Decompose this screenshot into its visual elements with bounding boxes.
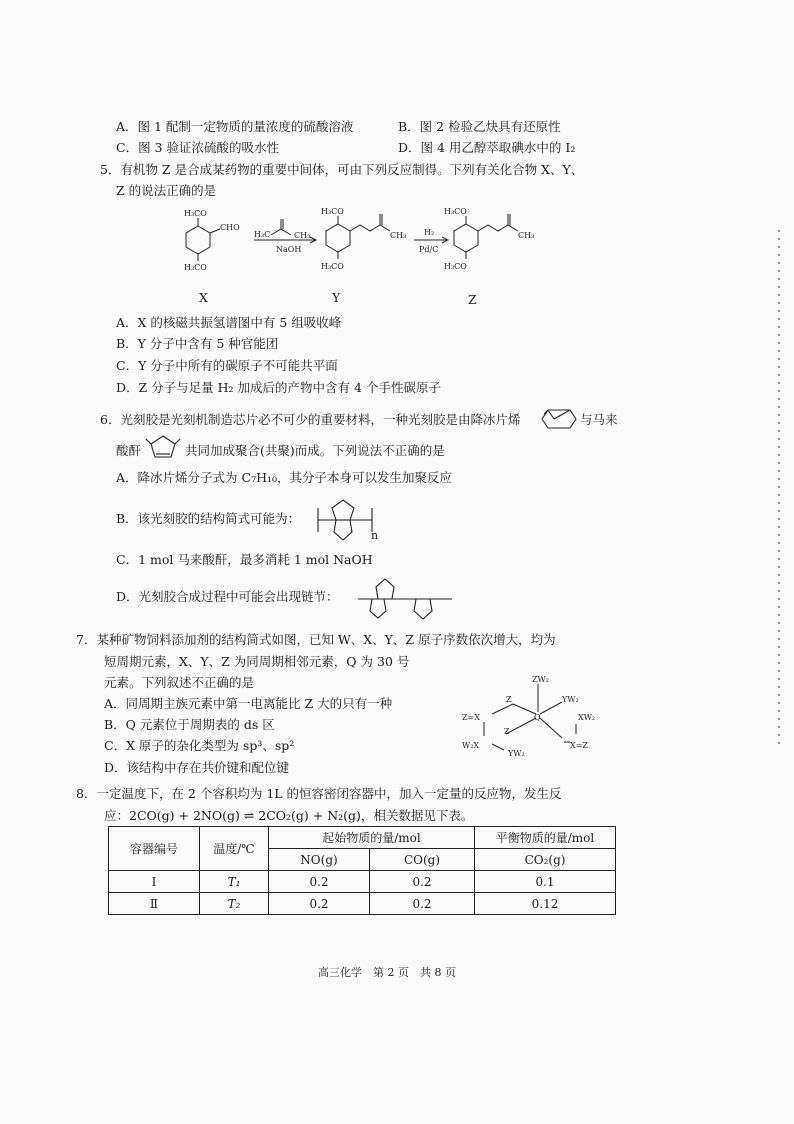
- margin-dots-decoration: [778, 230, 780, 750]
- reagent-naoh: NaOH: [276, 245, 302, 254]
- label-y: Y: [332, 290, 341, 305]
- maleic-anhydride-structure: [143, 432, 183, 462]
- zinc-complex-structure: [458, 672, 608, 762]
- acetone-h3c: H₃C: [254, 230, 271, 239]
- q6-option-d: D．光刻胶合成过程中可能会出现链节：: [116, 589, 339, 604]
- page-footer: 高三化学 第 2 页 共 8 页: [318, 966, 456, 979]
- q7-option-c: C．X 原子的杂化类型为 sp³、sp²: [104, 738, 295, 753]
- q5-option-a: A．X 的核磁共振氢谱图中有 5 组吸收峰: [116, 315, 342, 330]
- subheader-no: NO(g): [269, 849, 370, 871]
- q6-stem-line2-head: 酸酐: [116, 443, 142, 458]
- q4-option-d: D．图 4 用乙醇萃取碘水中的 I₂: [398, 140, 576, 155]
- photoresist-polymer-structure: [314, 490, 379, 546]
- label-yw2-top: YW₂: [562, 695, 579, 704]
- table-cell: 0.2: [269, 893, 370, 915]
- subheader-co2: CO₂(g): [475, 849, 616, 871]
- q5-option-d: D．Z 分子与足量 H₂ 加成后的产物中含有 4 个手性碳原子: [116, 380, 441, 395]
- norbornene-structure: [540, 406, 578, 432]
- table-row: [109, 871, 616, 893]
- header-initial-amount: 起始物质的量/mol: [269, 827, 475, 849]
- q7-stem-line2: 短周期元素，X、Y、Z 为同周期相邻元素，Q 为 30 号: [104, 654, 410, 669]
- q7-option-b: B．Q 元素位于周期表的 ds 区: [104, 717, 275, 732]
- label-x: X: [199, 290, 208, 305]
- table-cell: Ⅰ: [109, 871, 200, 893]
- q4-option-b: B．图 2 检验乙炔具有还原性: [398, 119, 561, 134]
- q8-stem-line1: 8．一定温度下，在 2 个容积均为 1L 的恒容密闭容器中，加入一定量的反应物，发生反: [76, 786, 562, 801]
- table-row: [109, 893, 616, 915]
- q6-stem-line2: 共同加成聚合(共聚)而成。下列说法不正确的是: [185, 443, 445, 458]
- table-cell: 0.2: [370, 871, 475, 893]
- z-h3co-top: H₃CO: [444, 207, 467, 216]
- q5-stem-line2: Z 的说法正确的是: [116, 183, 217, 198]
- q4-option-c: C．图 3 验证浓硫酸的吸水性: [116, 140, 279, 155]
- q5-option-c: C．Y 分子中所有的碳原子不可能共平面: [116, 358, 338, 373]
- header-container: 容器编号: [109, 827, 200, 871]
- label-xw2: XW₂: [578, 713, 596, 722]
- label-yw2-bottom: YW₂: [508, 749, 525, 758]
- table-cell: T₂: [200, 893, 269, 915]
- z-h3co-bottom: H₃CO: [444, 262, 467, 271]
- table-cell: 0.2: [370, 893, 475, 915]
- reagent-pdc: Pd/C: [419, 245, 439, 254]
- z-ch3: CH₃: [518, 231, 535, 240]
- q7-option-a: A．同周期主族元素中第一电离能比 Z 大的只有一种: [104, 696, 393, 711]
- table-cell: 0.1: [475, 871, 616, 893]
- label-w2x: W₂X: [462, 741, 480, 750]
- header-temperature: 温度/℃: [200, 827, 269, 871]
- acetone-ch3: CH₃: [294, 231, 311, 240]
- q5-option-b: B．Y 分子中含有 5 种官能团: [116, 336, 279, 351]
- reagent-h2: H₂: [424, 228, 435, 237]
- q6-option-b-subscript: n: [371, 529, 379, 542]
- reaction-scheme: [176, 202, 536, 284]
- label-zw2: ZW₂: [532, 675, 549, 684]
- q6-stem-line1: 6．光刻胶是光刻机制造芯片必不可少的重要材料，一种光刻胶是由降冰片烯: [100, 412, 521, 427]
- q8-stem-line2: 应：2CO(g) + 2NO(g) ⇌ 2CO₂(g) + N₂(g)，相关数据见下表。: [104, 808, 474, 823]
- y-ch3: CH₃: [390, 231, 407, 240]
- y-h3co-bottom: H₃CO: [321, 262, 344, 271]
- x-h3co-top: H₃CO: [184, 209, 207, 218]
- table-cell: Ⅱ: [109, 893, 200, 915]
- header-equilibrium-amount: 平衡物质的量/mol: [475, 827, 616, 849]
- q4-option-a: A．图 1 配制一定物质的量浓度的硫酸溶液: [116, 119, 354, 134]
- table-cell: T₁: [200, 871, 269, 893]
- y-h3co-top: H₃CO: [321, 207, 344, 216]
- q5-stem-line1: 5．有机物 Z 是合成某药物的重要中间体，可由下列反应制得。下列有关化合物 X、Y、: [100, 162, 584, 177]
- q6-stem-line1-tail: 与马来: [580, 412, 618, 427]
- x-h3co-bottom: H₃CO: [184, 263, 207, 272]
- label-q: Q: [534, 713, 541, 722]
- q6-option-b: B．该光刻胶的结构简式可能为：: [116, 511, 301, 526]
- table-cell: 0.12: [475, 893, 616, 915]
- q6-option-a: A．降冰片烯分子式为 C₇H₁₀，其分子本身可以发生加聚反应: [116, 470, 452, 485]
- label-z-top: Z: [506, 695, 512, 704]
- q6-option-c: C．1 mol 马来酸酐，最多消耗 1 mol NaOH: [116, 552, 373, 567]
- chain-link-structure: [356, 573, 456, 635]
- label-zx: Z=X: [462, 713, 480, 722]
- x-cho: CHO: [220, 223, 240, 232]
- subheader-co: CO(g): [370, 849, 475, 871]
- q7-option-d: D．该结构中存在共价键和配位键: [104, 760, 290, 775]
- q7-stem-line3: 元素。下列叙述不正确的是: [104, 675, 255, 690]
- table-cell: 0.2: [269, 871, 370, 893]
- label-z-bottom: Z: [504, 727, 510, 736]
- q7-stem-line1: 7．某种矿物饲料添加剂的结构简式如图，已知 W、X、Y、Z 原子序数依次增大，均为: [76, 632, 556, 647]
- equilibrium-data-table: [108, 826, 616, 915]
- label-z: Z: [468, 292, 477, 307]
- label-xz: X=Z: [570, 741, 588, 750]
